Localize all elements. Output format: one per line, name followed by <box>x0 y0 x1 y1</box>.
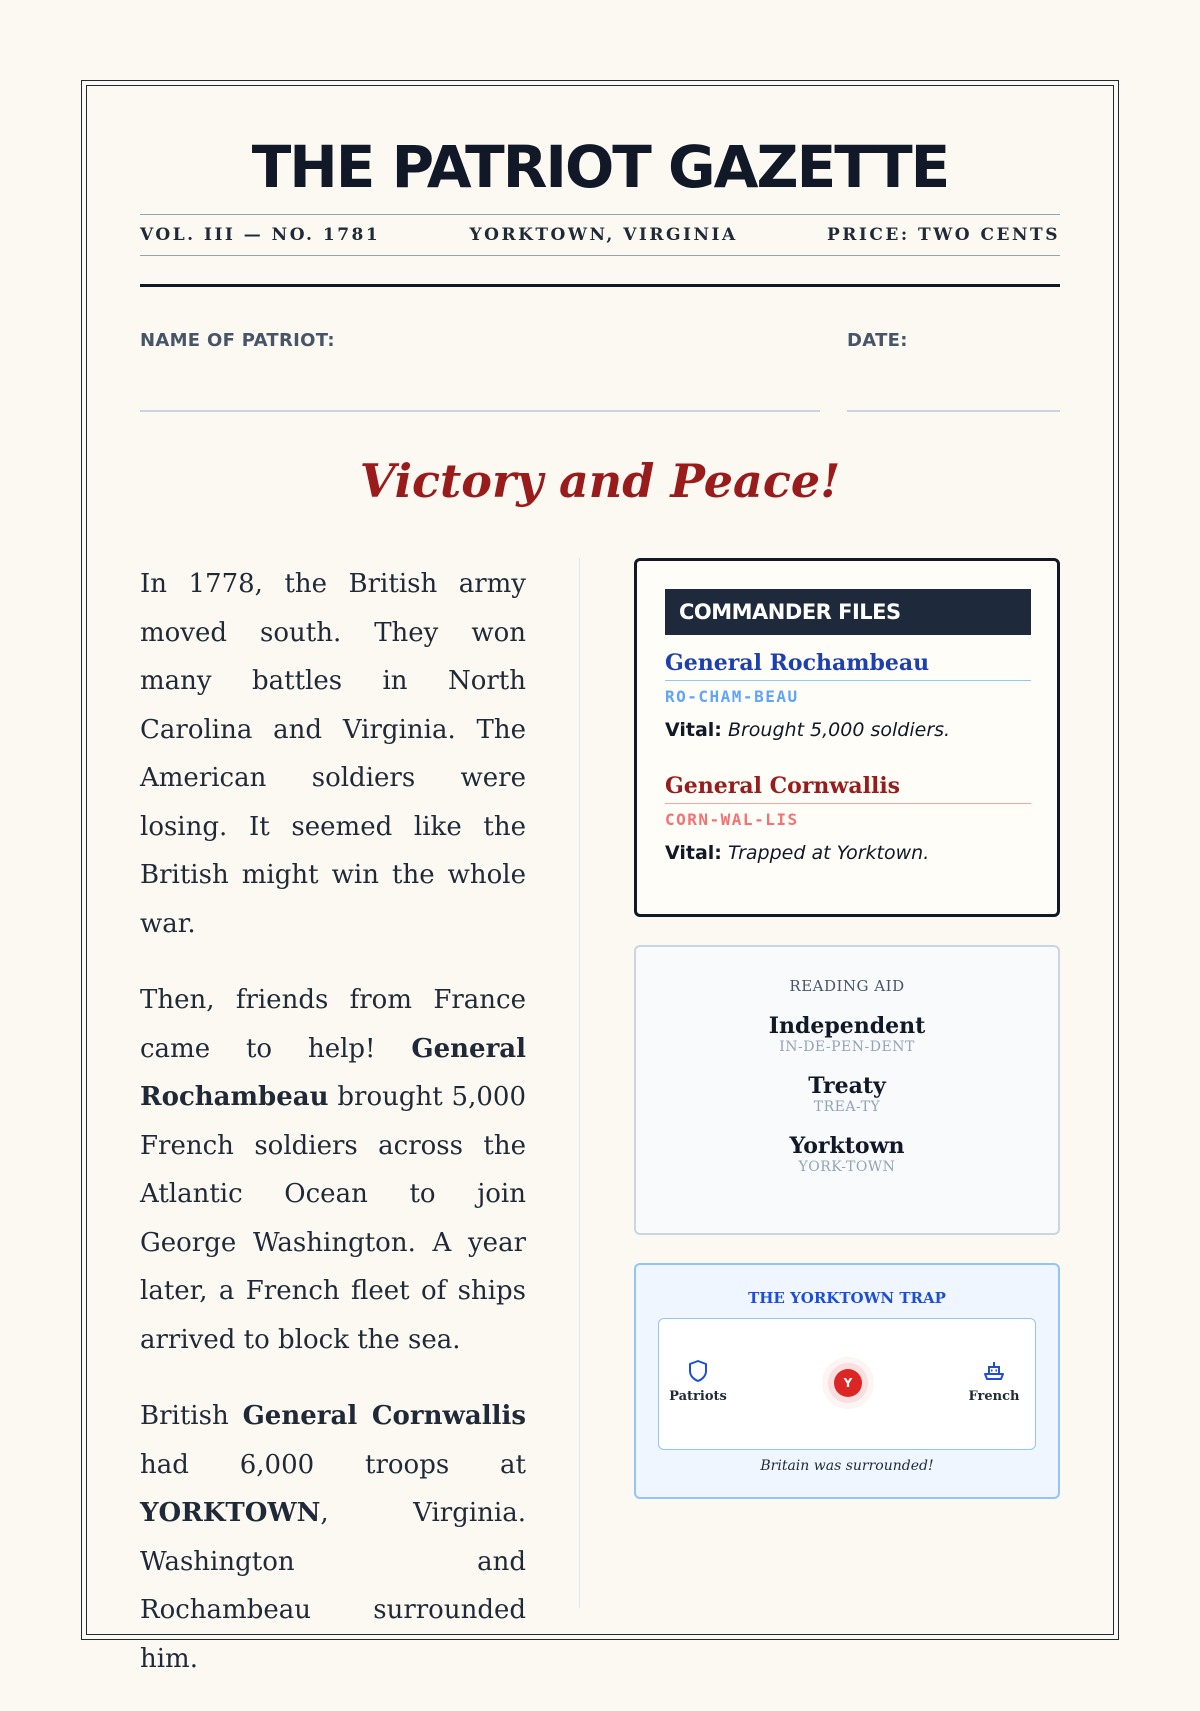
article-paragraph <box>140 976 526 1364</box>
ship-icon <box>982 1359 1006 1383</box>
yorktown-trap-title: THE YORKTOWN TRAP <box>748 1289 946 1307</box>
text-run: British <box>140 1401 243 1431</box>
name-field-label: NAME OF PATRIOT: <box>140 330 335 351</box>
commander-name: General Cornwallis <box>665 772 1031 804</box>
reading-word <box>636 1133 1058 1175</box>
reading-word <box>636 1073 1058 1115</box>
yorktown-marker: Y <box>834 1369 862 1397</box>
article-headline: Victory and Peace! <box>359 454 841 508</box>
yorktown-trap-box <box>634 1263 1060 1499</box>
dateline-location: YORKTOWN, VIRGINIA <box>469 225 738 245</box>
commander-files-title: COMMANDER FILES <box>665 589 1031 635</box>
vital-text: Trapped at Yorktown. <box>727 842 930 864</box>
word: Treaty <box>808 1073 886 1099</box>
reading-aid-box <box>634 945 1060 1235</box>
french-label: French <box>968 1389 1020 1404</box>
price-label: PRICE: TWO CENTS <box>827 225 1060 245</box>
reading-word <box>636 1013 1058 1055</box>
commander-entry-rochambeau <box>665 649 1031 741</box>
word-syllables: YORK-TOWN <box>798 1159 896 1175</box>
text-run-bold: YORKTOWN <box>140 1498 321 1528</box>
yorktown-trap-diagram <box>658 1318 1036 1450</box>
commander-entry-cornwallis <box>665 772 1031 864</box>
date-field-label: DATE: <box>847 330 908 351</box>
text-run: brought 5,000 French soldiers across the Atlantic Ocean to join George Washington. A year later, a French fleet of ships arrived to block the sea. <box>140 1082 526 1355</box>
masthead-meta-bar <box>140 214 1060 256</box>
text-run-bold: General Rochambeau <box>140 1033 526 1112</box>
commander-phonetic: CORN-WAL-LIS <box>665 810 799 829</box>
article-body <box>140 560 526 1711</box>
commander-vital <box>665 719 1031 741</box>
text-run-bold: General Cornwallis <box>242 1401 526 1431</box>
masthead-title: THE PATRIOT GAZETTE <box>251 133 949 201</box>
commander-files-box <box>634 558 1060 917</box>
volume-number: VOL. III — NO. 1781 <box>140 225 381 245</box>
word-syllables: TREA-TY <box>813 1099 881 1115</box>
masthead-rule <box>140 284 1060 287</box>
vital-label: Vital: <box>665 719 722 741</box>
word-syllables: IN-DE-PEN-DENT <box>779 1039 915 1055</box>
text-run: Then, friends from France came to help! <box>140 985 526 1064</box>
text-run: had 6,000 troops at <box>140 1449 526 1480</box>
article-paragraph <box>140 1392 526 1683</box>
commander-vital <box>665 842 1031 864</box>
vital-label: Vital: <box>665 842 722 864</box>
patriots-marker <box>663 1359 733 1404</box>
shield-icon <box>687 1359 709 1383</box>
yorktown-trap-caption: Britain was surrounded! <box>760 1458 934 1474</box>
word: Yorktown <box>789 1133 905 1159</box>
name-field-line[interactable] <box>140 410 820 412</box>
date-field-line[interactable] <box>847 410 1060 412</box>
vital-text: Brought 5,000 soldiers. <box>727 719 951 741</box>
french-marker <box>959 1359 1029 1404</box>
text-run: , Virginia. Washington and Rochambeau surrounded him. <box>140 1498 526 1674</box>
reading-aid-title: READING AID <box>789 977 905 995</box>
commander-phonetic: RO-CHAM-BEAU <box>665 687 799 706</box>
word: Independent <box>768 1013 926 1039</box>
commander-name: General Rochambeau <box>665 649 1031 681</box>
column-divider <box>579 558 580 1608</box>
patriots-label: Patriots <box>669 1389 727 1404</box>
article-paragraph: In 1778, the British army moved south. They won many battles in North Carolina and Virginia. The American soldiers were losing. It seemed like the British might win the whole war. <box>140 569 526 939</box>
